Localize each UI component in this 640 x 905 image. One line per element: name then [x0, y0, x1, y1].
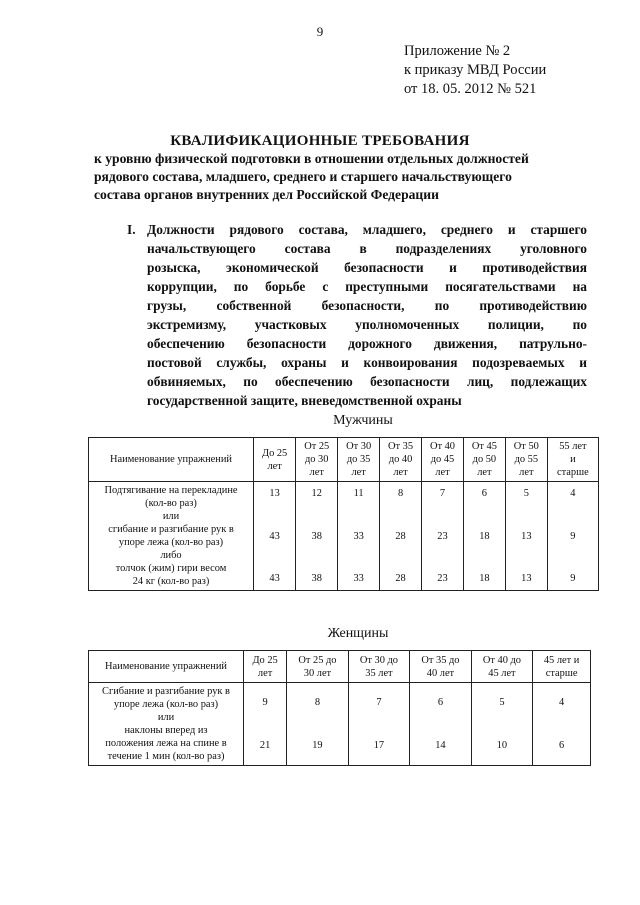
table-cell: 8 19 — [287, 683, 349, 766]
table-cell: 5 13 13 — [505, 482, 547, 591]
table-cell: 5 10 — [471, 683, 533, 766]
table-cell: 7 17 — [348, 683, 410, 766]
subtitle-line: к уровню физической подготовки в отношении отдельных должностей — [94, 151, 529, 166]
age-column-header: От 35 до 40 лет — [380, 438, 422, 482]
table-cell: 11 33 33 — [338, 482, 380, 591]
table-cell: 8 28 28 — [380, 482, 422, 591]
table-row — [89, 683, 591, 766]
table-cell: 12 38 38 — [296, 482, 338, 591]
table-header-row — [89, 651, 591, 683]
exercise-column-header: Наименование упражнений — [89, 651, 244, 683]
age-column-header: 55 лет и старше — [547, 438, 598, 482]
table-cell: 6 14 — [410, 683, 472, 766]
section-line: грузы, собственной безопасности, по противодействию — [147, 298, 587, 313]
exercise-description: Подтягивание на перекладине (кол-во раз) или сгибание и разгибание рук в упоре лежа (кол-во раз) либо толчок (жим) гири весом 24 кг (кол-во раз) — [89, 482, 254, 591]
age-column-header: От 45 до 50 лет — [463, 438, 505, 482]
men-table-caption: Мужчины — [333, 413, 393, 428]
table-header-row — [89, 438, 599, 482]
age-column-header: 45 лет и старше — [533, 651, 591, 683]
subtitle-line: рядового состава, младшего, среднего и старшего начальствующего — [94, 169, 512, 184]
appendix-line: к приказу МВД России — [404, 62, 547, 78]
appendix-line: от 18. 05. 2012 № 521 — [404, 81, 537, 97]
document-title: КВАЛИФИКАЦИОННЫЕ ТРЕБОВАНИЯ — [170, 133, 470, 149]
age-column-header: От 25 до 30 лет — [296, 438, 338, 482]
section-line: начальствующего состава в подразделениях уголовного — [147, 241, 587, 256]
age-column-header: От 30 до 35 лет — [348, 651, 410, 683]
appendix-reference — [404, 42, 546, 99]
age-column-header: До 25 лет — [254, 438, 296, 482]
table-cell: 4 9 9 — [547, 482, 598, 591]
age-column-header: До 25 лет — [244, 651, 287, 683]
section-line: обвиняемых, по обеспечению безопасности лиц, подлежащих — [147, 374, 587, 389]
section-heading — [127, 220, 587, 410]
section-line: постовой службы, охраны и конвоирования подозреваемых и — [147, 355, 587, 370]
women-standards-table — [88, 650, 591, 766]
table-cell: 4 6 — [533, 683, 591, 766]
age-column-header: От 40 до 45 лет — [471, 651, 533, 683]
section-line: обеспечению безопасности дорожного движения, патрульно- — [147, 336, 587, 351]
age-column-header: От 50 до 55 лет — [505, 438, 547, 482]
section-line: коррупции, по борьбе с преступными посягательствами на — [147, 279, 587, 294]
section-line: розыска, экономической безопасности и противодействия — [147, 260, 587, 275]
section-line: государственной защите, вневедомственной охраны — [147, 393, 462, 408]
table-cell: 13 43 43 — [254, 482, 296, 591]
age-column-header: От 35 до 40 лет — [410, 651, 472, 683]
page-number: 9 — [316, 24, 324, 39]
table-row — [89, 482, 599, 591]
section-number: I. — [127, 222, 136, 237]
exercise-column-header: Наименование упражнений — [89, 438, 254, 482]
table-cell: 6 18 18 — [463, 482, 505, 591]
men-standards-table — [88, 437, 599, 591]
section-line: экстремизму, участковых уполномоченных полиции, по — [147, 317, 587, 332]
age-column-header: От 25 до 30 лет — [287, 651, 349, 683]
document-subtitle — [94, 150, 604, 204]
women-table-caption: Женщины — [327, 626, 389, 641]
appendix-line: Приложение № 2 — [404, 43, 511, 59]
exercise-description: Сгибание и разгибание рук в упоре лежа (кол-во раз) или наклоны вперед из положения лежа на спине в течение 1 мин (кол-во раз) — [89, 683, 244, 766]
subtitle-line: состава органов внутренних дел Российской Федерации — [94, 187, 439, 202]
section-line: Должности рядового состава, младшего, среднего и старшего — [147, 222, 587, 237]
table-cell: 9 21 — [244, 683, 287, 766]
age-column-header: От 30 до 35 лет — [338, 438, 380, 482]
age-column-header: От 40 до 45 лет — [422, 438, 464, 482]
table-cell: 7 23 23 — [422, 482, 464, 591]
